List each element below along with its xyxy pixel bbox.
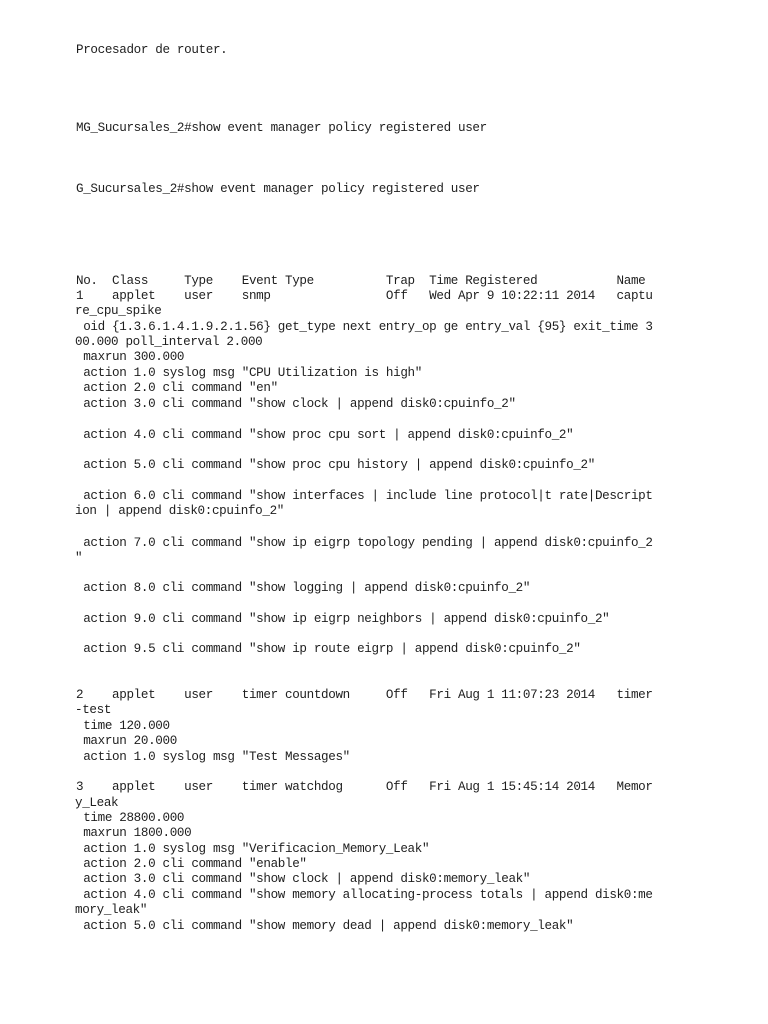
doc-line: time 28800.000 — [76, 811, 185, 825]
doc-line: action 5.0 cli command "show proc cpu history | append disk0:cpuinfo_2" — [76, 458, 595, 472]
doc-line: maxrun 20.000 — [76, 734, 177, 748]
doc-line: action 9.0 cli command "show ip eigrp neighbors | append disk0:cpuinfo_2" — [76, 612, 610, 626]
table-header: No. Class Type Event Type Trap Time Registered Name — [76, 274, 646, 288]
doc-line: y_Leak — [75, 796, 119, 810]
doc-line: action 9.5 cli command "show ip route eigrp | append disk0:cpuinfo_2" — [76, 642, 581, 656]
doc-line: action 6.0 cli command "show interfaces | include line protocol|t rate|Descript — [76, 489, 653, 503]
doc-line: action 4.0 cli command "show memory allocating-process totals | append disk0:me — [76, 888, 653, 902]
doc-line: action 2.0 cli command "enable" — [76, 857, 307, 871]
doc-line: action 1.0 syslog msg "CPU Utilization is high" — [76, 366, 422, 380]
doc-line: -test — [75, 703, 112, 717]
doc-line: mory_leak" — [75, 903, 148, 917]
doc-line: action 2.0 cli command "en" — [76, 381, 278, 395]
doc-line: ion | append disk0:cpuinfo_2" — [75, 504, 285, 518]
doc-line: action 8.0 cli command "show logging | append disk0:cpuinfo_2" — [76, 581, 531, 595]
doc-line: action 1.0 syslog msg "Verificacion_Memory_Leak" — [76, 842, 430, 856]
doc-line: time 120.000 — [76, 719, 170, 733]
doc-line: action 4.0 cli command "show proc cpu sort | append disk0:cpuinfo_2" — [76, 428, 574, 442]
doc-line: Procesador de router. — [76, 43, 228, 57]
doc-line: 3 applet user timer watchdog Off Fri Aug 1 15:45:14 2014 Memor — [76, 780, 653, 794]
doc-line: " — [75, 551, 83, 565]
doc-line: 00.000 poll_interval 2.000 — [75, 335, 263, 349]
doc-line: G_Sucursales_2#show event manager policy registered user — [76, 182, 480, 196]
doc-line: oid {1.3.6.1.4.1.9.2.1.56} get_type next entry_op ge entry_val {95} exit_time 3 — [76, 320, 653, 334]
doc-line: MG_Sucursales_2#show event manager policy registered user — [76, 121, 487, 135]
doc-line: 2 applet user timer countdown Off Fri Aug 1 11:07:23 2014 timer — [76, 688, 653, 702]
doc-line: action 3.0 cli command "show clock | append disk0:memory_leak" — [76, 872, 531, 886]
doc-line: action 7.0 cli command "show ip eigrp topology pending | append disk0:cpuinfo_2 — [76, 536, 653, 550]
doc-line: re_cpu_spike — [75, 304, 162, 318]
doc-line: maxrun 1800.000 — [76, 826, 192, 840]
doc-line: action 1.0 syslog msg "Test Messages" — [76, 750, 350, 764]
doc-line: action 3.0 cli command "show clock | append disk0:cpuinfo_2" — [76, 397, 516, 411]
doc-line: action 5.0 cli command "show memory dead | append disk0:memory_leak" — [76, 919, 574, 933]
doc-line: 1 applet user snmp Off Wed Apr 9 10:22:11 2014 captu — [76, 289, 653, 303]
doc-line: maxrun 300.000 — [76, 350, 185, 364]
